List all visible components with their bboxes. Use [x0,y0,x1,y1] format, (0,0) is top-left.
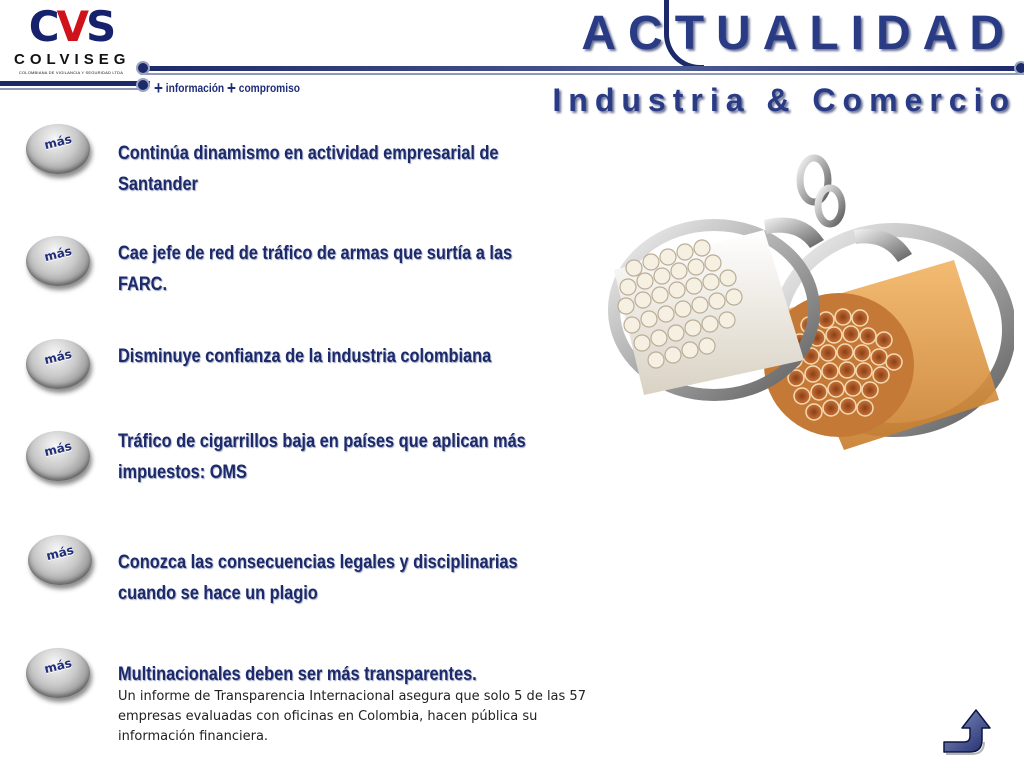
plus-icon: + [154,78,163,98]
company-logo [8,4,134,82]
header-dot [138,63,148,73]
news-headline[interactable]: Conozca las consecuencias legales y disciplinarias cuando se hace un plagio [118,552,518,604]
news-headline[interactable]: Disminuye confianza de la industria colombiana [118,346,492,367]
more-button-label: más [42,655,74,677]
news-headline[interactable]: Tráfico de cigarrillos baja en países que aplican más impuestos: OMS [118,431,526,483]
logo-letter-v: V [56,2,87,51]
header-dot [1016,63,1024,73]
more-button[interactable] [28,535,92,585]
more-button[interactable] [26,339,90,389]
more-button-label: más [42,438,74,460]
return-arrow-icon[interactable] [940,706,994,758]
plus-icon: + [226,78,236,98]
tagline [154,78,300,98]
cigarettes-handcuffs-image [604,150,1014,450]
more-button-label: más [42,346,74,368]
more-button[interactable] [26,431,90,481]
more-button-label: más [42,243,74,265]
news-headline[interactable]: Cae jefe de red de tráfico de armas que surtía a las FARC. [118,243,513,295]
more-button[interactable] [26,236,90,286]
header-main-line-shadow [140,73,1024,75]
header-dot [138,80,148,90]
logo-letter-s: S [86,2,114,51]
more-button-label: más [42,131,74,153]
tagline-item: compromiso [238,81,300,95]
page-subtitle: Industria & Comercio [552,82,1016,118]
tagline-item: información [165,81,225,95]
news-headline[interactable]: Continúa dinamismo en actividad empresarial de Santander [118,143,499,195]
news-headline[interactable]: Multinacionales deben ser más transparentes. [118,664,477,685]
more-button[interactable] [26,124,90,174]
header-left-line-shadow [0,88,140,90]
logo-name: COLVISEG [14,51,131,68]
page-title: ACTUALIDAD [581,7,1016,60]
logo-subtitle: COLOMBIANA DE VIGILANCIA Y SEGURIDAD LTDA [18,70,124,75]
news-description: Un informe de Transparencia Internacional asegura que solo 5 de las 57 empresas evaluadas con oficinas en Colombia, hacen pública su información financiera. [118,689,586,744]
logo-letter-c: C [28,2,57,51]
chain-link [818,188,842,224]
more-button[interactable] [26,648,90,698]
more-button-label: más [44,542,76,564]
header-main-line [140,66,1024,71]
header-left-line [0,81,150,86]
logo-letters [12,4,130,50]
